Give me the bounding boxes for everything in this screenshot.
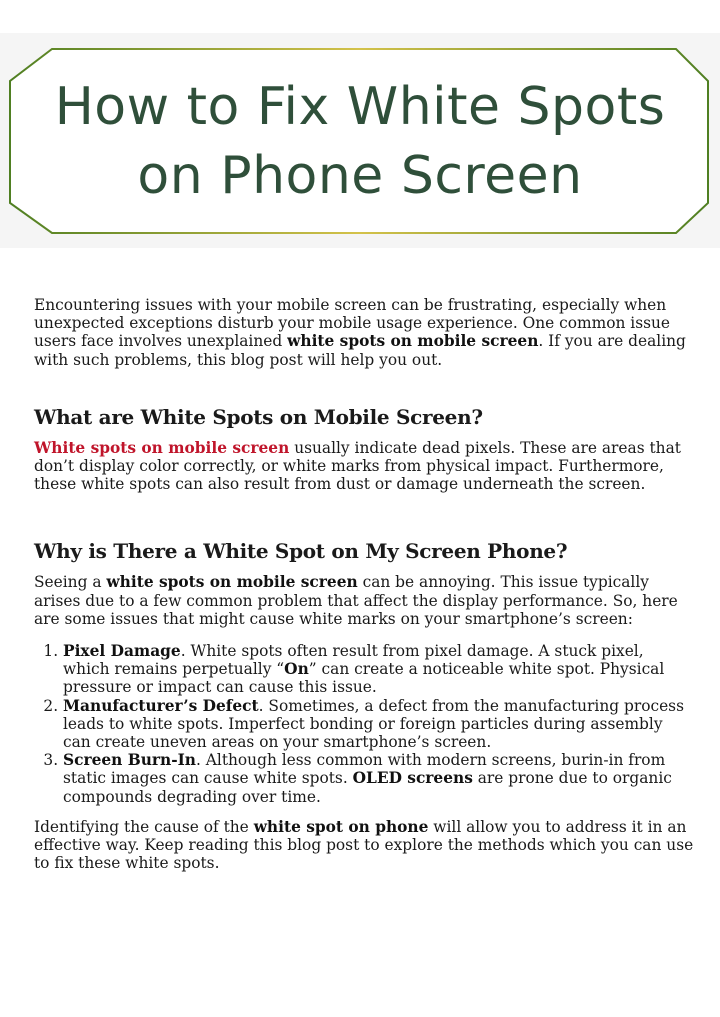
intro-paragraph	[34, 296, 694, 369]
closing-keyword-link[interactable]: white spot on phone	[253, 817, 429, 836]
what-keyword-link[interactable]: White spots on mobile screen	[34, 438, 290, 457]
list-item-title: Manufacturer’s Defect	[63, 696, 259, 715]
heading-why-white-spot: Why is There a White Spot on My Screen Phone?	[34, 539, 568, 564]
why-paragraph	[34, 573, 694, 628]
intro-text-after: . If you are dealing with such problems, this blog post will help you out.	[34, 332, 686, 369]
title-line-2: on Phone Screen	[137, 146, 583, 206]
intro-keyword-link[interactable]: white spots on mobile screen	[287, 332, 539, 351]
heading-what-are-white-spots: What are White Spots on Mobile Screen?	[34, 404, 483, 429]
list-item	[63, 697, 694, 752]
closing-text-after: will allow you to address it in an effective way. Keep reading this blog post to explore the methods which you can use to fix these white spots.	[34, 817, 694, 873]
list-item-text: are prone due to organic compounds degrading over time.	[63, 769, 672, 806]
oled-screens-link[interactable]: OLED screens	[352, 769, 473, 788]
list-item-title: Pixel Damage	[63, 642, 181, 661]
list-item-text: . Although less common with modern screens, burin-in from static images can cause white spots.	[63, 751, 666, 788]
why-keyword-link[interactable]: white spots on mobile screen	[106, 573, 358, 592]
list-item-emphasis: On	[284, 660, 309, 679]
why-text-after: can be annoying. This issue typically arises due to a few common problem that affect the display performance. So, here are some issues that might cause white marks on your smartphone’s screen:	[34, 573, 678, 628]
list-item-title: Screen Burn-In	[63, 751, 196, 770]
title-line-1: How to Fix White Spots	[54, 77, 666, 137]
list-item	[63, 642, 694, 697]
page-title	[10, 73, 710, 211]
causes-list	[34, 642, 694, 806]
list-item-text: . White spots often result from pixel damage. A stuck pixel, which remains perpetually “	[63, 642, 644, 679]
list-item	[63, 751, 694, 806]
what-paragraph	[34, 439, 694, 494]
closing-paragraph	[34, 818, 694, 873]
list-item-text: ” can create a noticeable white spot. Physical pressure or impact can cause this issue.	[63, 660, 665, 697]
list-item-text: . Sometimes, a defect from the manufacturing process leads to white spots. Imperfect bonding or foreign particles during assembly can create uneven areas on your smartphone’s screen.	[63, 696, 684, 752]
why-text-before: Seeing a	[34, 573, 107, 592]
what-text: usually indicate dead pixels. These are areas that don’t display color correctly, or white marks from physical impact. Furthermore, these white spots can also result from dust or damage underneath the screen.	[34, 438, 681, 494]
closing-text-before: Identifying the cause of the	[34, 817, 254, 836]
intro-text-before: Encountering issues with your mobile screen can be frustrating, especially when unexpected exceptions disturb your mobile usage experience. One common issue users face involves unexplained	[34, 296, 671, 351]
article-body	[34, 296, 694, 872]
